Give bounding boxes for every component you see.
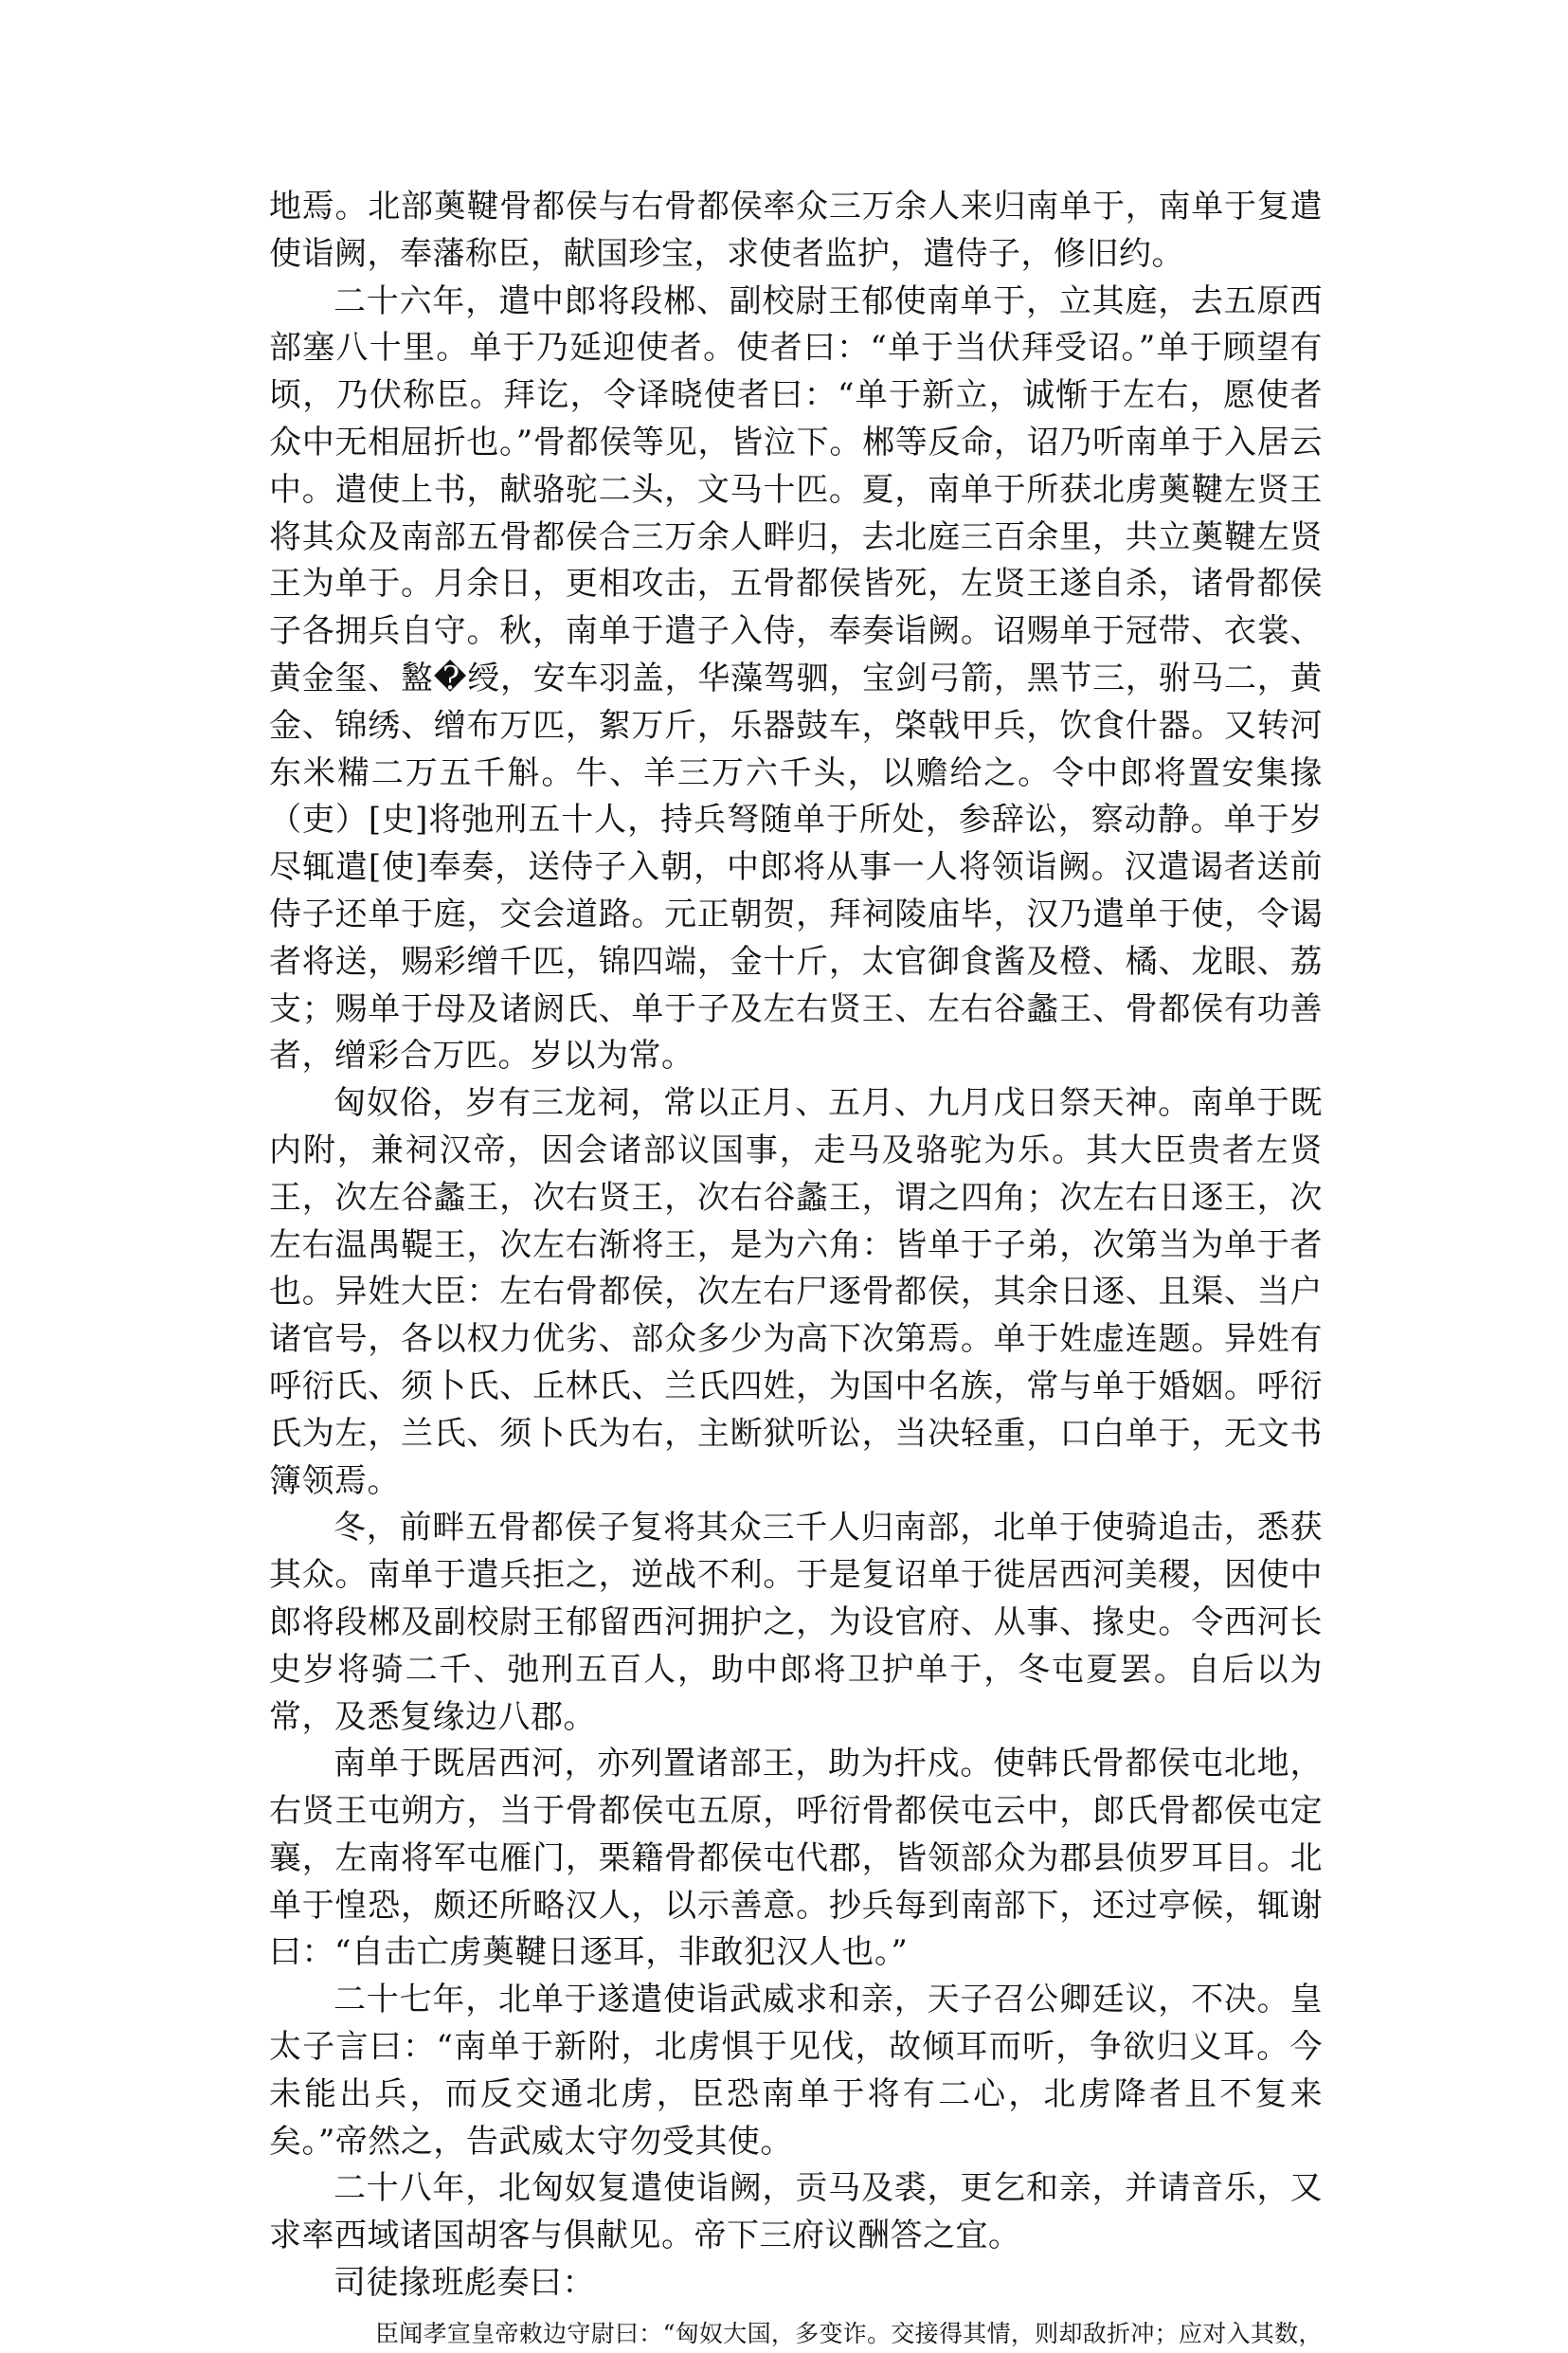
paragraph-2: 二十六年，遣中郎将段郴、副校尉王郁使南单于，立其庭，去五原西部塞八十里。单于乃延迎使者。使者曰：“单于当伏拜受诏。”单于顾望有顷，乃伏称臣。拜讫，令译晓使者曰：“单于新立，诚惭于左右，愿使者众中无相屈折也。”骨都侯等见，皆泣下。郴等反命，诏乃听南单于入居云中。遣使上书，献骆驼二头，文马十匹。夏，南单于所获北虏薁鞬左贤王将其众及南部五骨都侯合三万余人畔归，去北庭三百余里，共立薁鞬左贤王为单于。月余日，更相攻击，五骨都侯皆死，左贤王遂自杀，诸骨都侯子各拥兵自守。秋，南单于遣子入侍，奉奏诣阙。诏赐单于冠带、衣裳、黄金玺、盭�绶，安车羽盖，华藻驾驷，宝剑弓箭，黑节三，驸马二，黄金、锦绣、缯布万匹，絮万斤，乐器鼓车，棨戟甲兵，饮食什器。又转河东米糒二万五千斛。牛、羊三万六千头，以赡给之。令中郎将置安集掾（吏）[史]将弛刑五十人，持兵弩随单于所处，参辞讼，察动静。单于岁尽辄遣[使]奉奏，送侍子入朝，中郎将从事一人将领诣阙。汉遣谒者送前侍子还单于庭，交会道路。元正朝贺，拜祠陵庙毕，汉乃遣单于使，令谒者将送，赐彩缯千匹，锦四端，金十斤，太官御食酱及橙、橘、龙眼、荔支；赐单于母及诸阏氏、单于子及左右贤王、左右谷蠡王、骨都侯有功善者，缯彩合万匹。岁以为常。 (269, 281, 1323, 1076)
paragraph-3: 匈奴俗，岁有三龙祠，常以正月、五月、九月戊日祭天神。南单于既内附，兼祠汉帝，因会诸部议国事，走马及骆驼为乐。其大臣贵者左贤王，次左谷蠡王，次右贤王，次右谷蠡王，谓之四角；次左右日逐王，次左右温禺鞮王，次左右渐将王，是为六角：皆单于子弟，次第当为单于者也。异姓大臣：左右骨都侯，次左右尸逐骨都侯，其余日逐、且渠、当户诸官号，各以权力优劣、部众多少为高下次第焉。单于姓虚连题。异姓有呼衍氏、须卜氏、丘林氏、兰氏四姓，为国中名族，常与单于婚姻。呼衍氏为左，兰氏、须卜氏为右，主断狱听讼，当决轻重，口白单于，无文书簿领焉。 (269, 1084, 1323, 1500)
paragraph-1: 地焉。北部薁鞬骨都侯与右骨都侯率众三万余人来归南单于，南单于复遣使诣阙，奉藩称臣，献国珍宝，求使者监护，遣侍子，修旧约。 (269, 188, 1323, 273)
paragraph-6: 二十七年，北单于遂遣使诣武威求和亲，天子召公卿廷议，不决。皇太子言曰：“南单于新附，北虏惧于见伐，故倾耳而听，争欲归义耳。今未能出兵，而反交通北虏，臣恐南单于将有二心，北虏降者且不复来矣。”帝然之，告武威太守勿受其使。 (269, 1981, 1323, 2161)
paragraph-7: 二十八年，北匈奴复遣使诣阙，贡马及裘，更乞和亲，并请音乐，又求率西域诸国胡客与俱献见。帝下三府议酬答之宜。 (269, 2169, 1323, 2255)
block-quote: 臣闻孝宣皇帝敕边守尉曰：“匈奴大国，多变诈。交接得其情，则却敌折冲；应对入其数， (375, 2319, 1323, 2347)
paragraph-8: 司徒掾班彪奏曰： (333, 2264, 595, 2303)
document-body (269, 184, 1323, 2353)
paragraph-4: 冬，前畔五骨都侯子复将其众三千人归南部，北单于使骑追击，悉获其众。南单于遣兵拒之，逆战不利。于是复诏单于徙居西河美稷，因使中郎将段郴及副校尉王郁留西河拥护之，为设官府、从事、掾史。令西河长史岁将骑二千、弛刑五百人，助中郎将卫护单于，冬屯夏罢。自后以为常，及悉复缘边八郡。 (269, 1509, 1323, 1736)
paragraph-5: 南单于既居西河，亦列置诸部王，助为扞戍。使韩氏骨都侯屯北地，右贤王屯朔方，当于骨都侯屯五原，呼衍骨都侯屯云中，郎氏骨都侯屯定襄，左南将军屯雁门，栗籍骨都侯屯代郡，皆领部众为郡县侦罗耳目。北单于惶恐，颇还所略汉人，以示善意。抄兵每到南部下，还过亭候，辄谢曰：“自击亡虏薁鞬日逐耳，非敢犯汉人也。” (269, 1745, 1323, 1972)
